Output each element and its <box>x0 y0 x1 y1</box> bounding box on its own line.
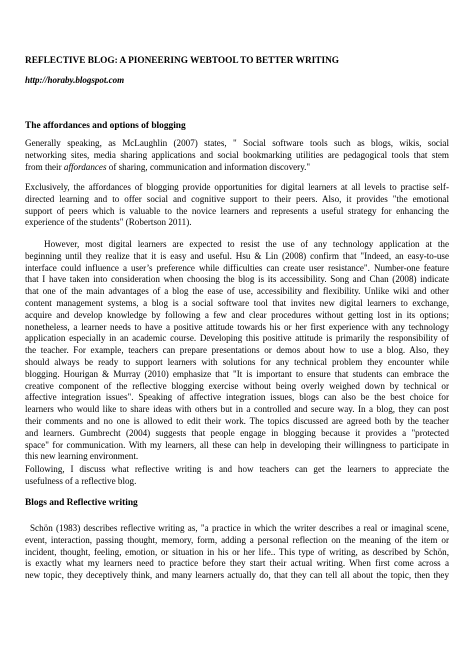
text-line: experience of the students" (Robertson 2011). <box>25 217 192 228</box>
text-line: that I have taken into consideration when choosing the blog is its accessibility. Song and Chan (2008) indicate <box>25 274 449 285</box>
text-line: is exactly what my learners need to practice before they start their actual writing. When first come across a <box>25 558 449 569</box>
paragraph-4 <box>25 464 449 488</box>
text-line: event, interaction, passing thought, memory, form, adding a personal reflection on the meaning of the item or <box>25 534 449 545</box>
section-heading-reflective-writing: Blogs and Reflective writing <box>25 498 138 508</box>
text-line: Generally speaking, as McLaughlin (2007) states, " Social software tools such as blogs, wikis, social <box>25 138 449 148</box>
text-line: usefulness of a reflective blog. <box>25 475 137 486</box>
text-line: blogging. Hourigan & Murray (2010) emphasize that "It is important to ensure that students can embrace the <box>25 368 449 379</box>
paragraph-5 <box>25 523 449 582</box>
text-line: from their affordances of sharing, communication and information discovery." <box>25 161 311 172</box>
text-line: application especially in an academic course. Developing this positive attitude is primarily the responsibility of <box>25 333 449 344</box>
text-line: new topic, they deceptively think, and many learners actually do, that they can tell all about the topic, then they <box>25 570 449 581</box>
text-line: incident, thought, feeling, emotion, or situation in his or her life.. This type of writing, as described by Schön, <box>25 546 449 557</box>
blog-url: http://horaby.blogspot.com <box>25 75 125 85</box>
section-heading-affordances: The affordances and options of blogging <box>25 121 186 131</box>
text-line: creative component of the reflective blogging exercise without being overly weighed down by technical or <box>25 380 449 391</box>
text-line: nonetheless, a learner needs to have a positive attitude towards his or her first experience with any technology <box>25 321 449 332</box>
text-line: learners who would like to share ideas with others but in a controlled and secure way. In a blog, they can post <box>25 404 449 415</box>
text-line: space" for communication. With my learners, all these can help in developing their willingness to participate in <box>25 439 449 450</box>
text-line: should always be ready to support learners with solutions for any technical problem they encounter while <box>25 356 449 367</box>
text-line: the teacher. For example, teachers can prepare presentations or demos about how to use a blog. Also, they <box>25 345 449 356</box>
text-line: Schön (1983) describes reflective writing as, "a practice in which the writer describes a real or imaginal scene, <box>30 523 449 533</box>
document-title: REFLECTIVE BLOG: A PIONEERING WEBTOOL TO BETTER WRITING <box>25 56 340 66</box>
text-line: that one of the main advantages of a blog the ease of use, accessibility and flexibility. Unlike wiki and other <box>25 286 449 297</box>
text-line: Exclusively, the affordances of blogging provide opportunities for digital learners at all levels to practise self- <box>25 182 449 192</box>
text-line: content management systems, a blog is a social software tool that invites new digital learners to exchange, <box>25 297 449 308</box>
text-line: interface could influence a user’s preference while difficulties can create user resistance". Number-one feature <box>25 262 449 273</box>
paragraph-1 <box>25 138 449 173</box>
text-line: their comments and no one is allowed to edit their work. The topics discussed are agreed both by the teacher <box>25 415 449 426</box>
text-line: beginning until they realize that it is easy and useful. Hsu & Lin (2008) confirm that "Indeed, an easy-to-use <box>25 250 449 261</box>
text-line: networking sites, media sharing applications and social bookmarking utilities are pedagogical tools that stem <box>25 149 449 160</box>
paragraph-3 <box>25 239 449 463</box>
text-line: affective integration issues". Speaking of affective integration issues, blogs can also be the best choice for <box>25 392 449 403</box>
text-line: support of peers which is valuable to the novice learners and represents a useful strategy for enhancing the <box>25 205 449 216</box>
text-line: directed learning and to offer social and cognitive support to their peers. Also, it provides "the emotional <box>25 193 449 204</box>
text-line: and learners. Gumbrecht (2004) suggests that people engage in blogging because it provides a "protected <box>25 427 449 438</box>
text-line: Following, I discuss what reflective writing is and how teachers can get the learners to appreciate the <box>25 464 449 474</box>
text-line: acquire and develop knowledge by following a few and clear procedures without getting lost in its options; <box>25 309 449 320</box>
paragraph-2 <box>25 182 449 229</box>
text-line: this new learning environment. <box>25 451 139 462</box>
text-line: However, most digital learners are expected to resist the use of any technology application at the <box>44 239 449 249</box>
